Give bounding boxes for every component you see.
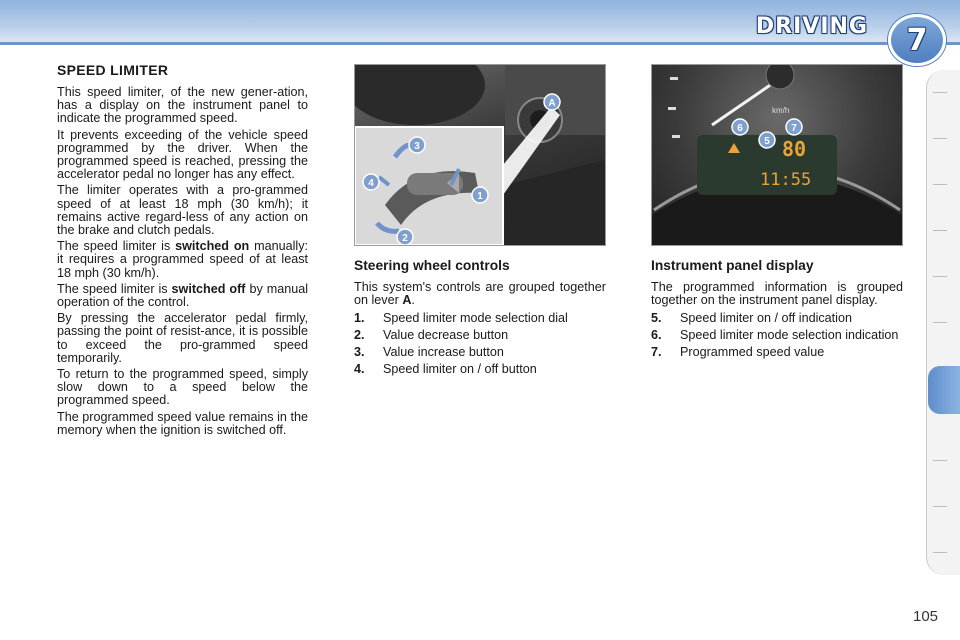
list-item: 3. Value increase button xyxy=(354,345,504,360)
callout-5 xyxy=(759,132,775,148)
list-item: 5. Speed limiter on / off indication xyxy=(651,310,852,325)
callout-3 xyxy=(409,137,425,153)
section-heading: Instrument panel display xyxy=(651,258,814,273)
list-item: 2. Value decrease button xyxy=(354,327,509,342)
svg-text:A: A xyxy=(548,98,556,109)
svg-text:3: 3 xyxy=(414,141,420,152)
callout-7 xyxy=(786,119,802,135)
unit-label: km/h xyxy=(772,106,790,115)
steering-lever-photo xyxy=(354,64,606,246)
side-tab-marker xyxy=(933,230,947,231)
svg-text:6: 6 xyxy=(737,123,743,134)
callout-layer xyxy=(652,65,902,245)
chapter-side-tabs xyxy=(926,70,960,575)
section-heading: Steering wheel controls xyxy=(354,258,510,273)
instrument-panel-photo xyxy=(651,64,903,246)
paragraph: To return to the programmed speed, simply slow down to a speed below the programmed speed. xyxy=(57,367,308,408)
list-item: 4. Speed limiter on / off button xyxy=(354,362,537,377)
paragraph: It prevents exceeding of the vehicle speed programmed by the driver. When the programmed speed is reached, pressing the accelerator pedal no longer has any effect. xyxy=(57,127,308,182)
list-item: 6. Speed limiter mode selection indication xyxy=(651,327,899,342)
callout-layer xyxy=(355,65,605,245)
paragraph: The programmed information is grouped together on the instrument panel display. xyxy=(651,280,903,308)
paragraph: This system's controls are grouped together on lever A. xyxy=(354,280,606,308)
svg-text:5: 5 xyxy=(764,136,770,147)
paragraph: The speed limiter is switched on manually: it requires a programmed speed of at least 18 mph (30 km/h). xyxy=(57,239,308,280)
chapter-title: DRIVING xyxy=(755,14,868,39)
paragraph: By pressing the accelerator pedal firmly, passing the point of resist-ance, it is possible to exceed the pro-grammed speed temporarily. xyxy=(57,311,308,365)
paragraph: This speed limiter, of the new gener-ation, has a display on the instrument panel to indicate the programmed speed. xyxy=(57,85,308,126)
svg-text:7: 7 xyxy=(791,123,797,134)
display-list xyxy=(651,312,903,360)
list-item: 7. Programmed speed value xyxy=(651,345,825,360)
side-tab-marker xyxy=(933,552,947,553)
paragraph: The limiter operates with a pro-grammed speed of at least 18 mph (30 km/h); it remains active regard-less of any action on the brake and clutch pedals. xyxy=(57,183,308,238)
speed-limiter-text xyxy=(57,86,308,440)
instrument-display-text xyxy=(651,259,903,363)
header-divider xyxy=(0,42,960,45)
callout-2 xyxy=(397,229,413,245)
side-tab-marker xyxy=(933,92,947,93)
callout-A xyxy=(544,94,560,110)
clock-readout: 11:55 xyxy=(760,170,812,190)
side-tab-marker xyxy=(933,276,947,277)
callout-4 xyxy=(363,174,379,190)
steering-controls-text xyxy=(354,259,606,380)
section-title: SPEED LIMITER xyxy=(57,62,169,78)
side-tab-marker xyxy=(933,184,947,185)
paragraph: The speed limiter is switched off by manual operation of the control. xyxy=(57,281,309,310)
callout-1 xyxy=(472,187,488,203)
speed-readout: 80 xyxy=(782,137,807,161)
svg-text:1: 1 xyxy=(477,191,483,202)
page-number: 105 xyxy=(913,608,939,625)
svg-text:2: 2 xyxy=(402,233,408,244)
controls-list xyxy=(354,312,606,377)
side-tab-active-chapter[interactable] xyxy=(928,366,960,414)
list-item: 1. Speed limiter mode selection dial xyxy=(354,310,568,325)
chapter-number-badge xyxy=(888,14,946,66)
side-tab-marker xyxy=(933,460,947,461)
callout-6 xyxy=(732,119,748,135)
side-tab-marker xyxy=(933,506,947,507)
side-tab-marker xyxy=(933,322,947,323)
paragraph: The programmed speed value remains in the memory when the ignition is switched off. xyxy=(57,409,308,437)
side-tab-marker xyxy=(933,138,947,139)
chapter-number: 7 xyxy=(906,22,928,58)
svg-text:4: 4 xyxy=(368,178,374,189)
